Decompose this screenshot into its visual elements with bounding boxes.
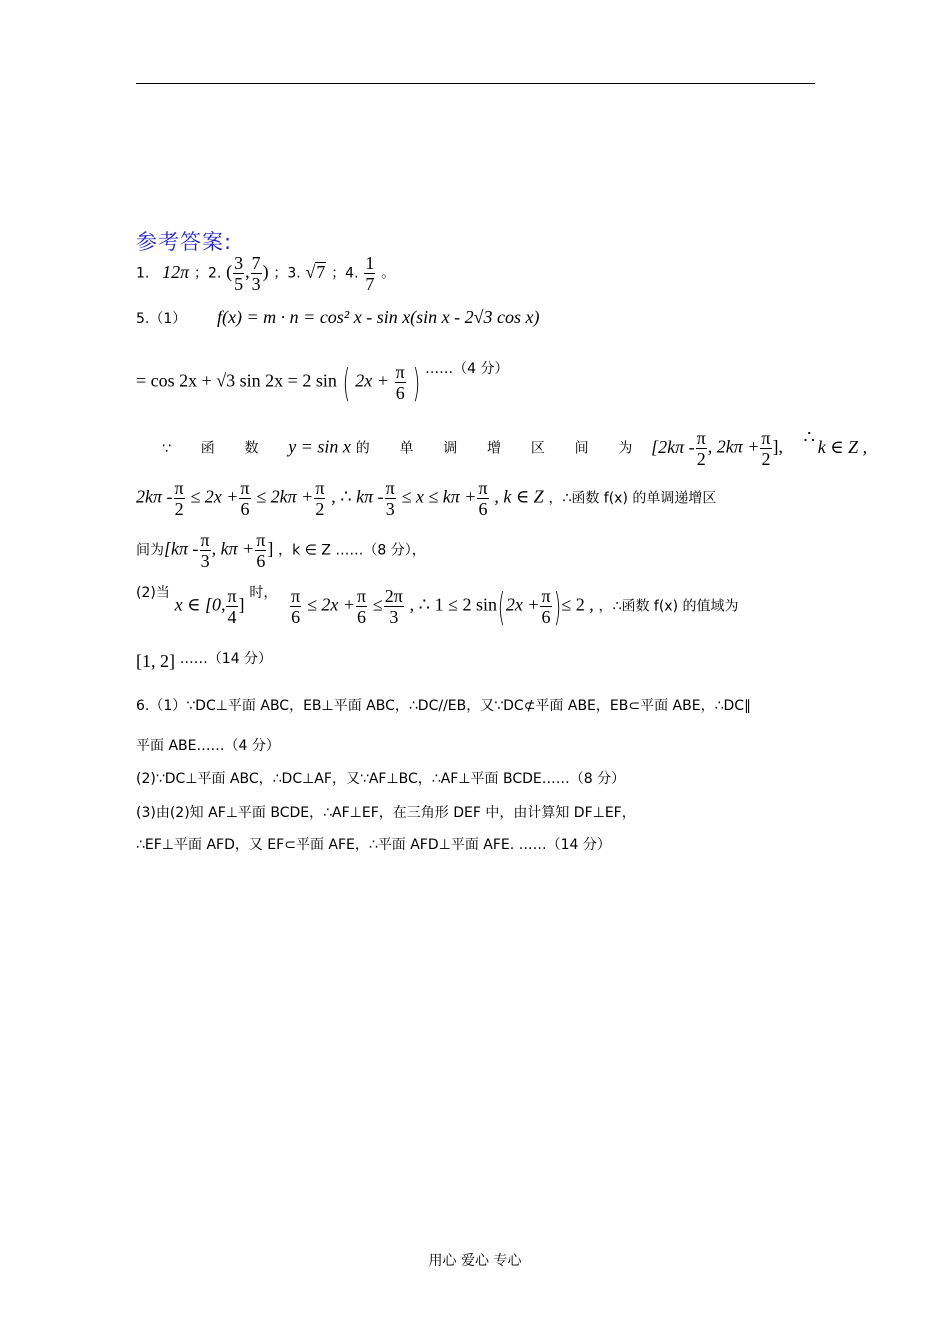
- answer-3: √7: [305, 261, 326, 282]
- q6-line-5: ∴EF⊥平面 AFD，又 EF⊂平面 AFE，∴平面 AFD⊥平面 AFE. ……（14 分）: [136, 837, 611, 853]
- answer-2-frac-b: $\frac{7}{3}$: [251, 253, 261, 294]
- q6-line-1: 6.（1）∵DC⊥平面 ABC，EB⊥平面 ABC，∴DC//EB，又∵DC⊄平面 ABE，EB⊂平面 ABE，∴DC∥: [136, 698, 752, 714]
- q5-range: [1, 2] ……（14 分）: [136, 651, 273, 671]
- answer-4: $\frac{1}{7}$: [365, 253, 375, 294]
- q5-part-2: (2)当 x ∈ [0, $\frac{\pi}{4}$ ] 时， $\frac{\pi}{6}$ ≤ 2x + $\frac{\pi}{6}$ ≤ $\frac{2\pi}{3}$ , ∴ 1 ≤ 2 sin(2x + $\frac{\pi}{6}$ )≤ 2 , ，∴函数 f(x) 的值域为: [136, 584, 739, 629]
- q5-line-3: ∵ 函 数 y = sin x 的 单 调 增 区 间 为 [2kπ - $\frac{\pi}{2}$ , 2kπ + $\frac{\pi}{2}$ ], k ∈ Z , ∴: [162, 427, 868, 469]
- answer-1: 12π: [162, 261, 190, 282]
- q6-line-4: (3)由(2)知 AF⊥平面 BCDE，∴AF⊥EF，在三角形 DEF 中，由计算知 DF⊥EF，: [136, 805, 636, 821]
- q5-line-1: 5.（1） f(x) = m · n = cos² x - sin x(sin x - 2√3 cos x): [136, 307, 540, 327]
- q5-line-4: 2kπ - $\frac{\pi}{2}$ ≤ 2x + $\frac{\pi}{6}$ ≤ 2kπ + $\frac{\pi}{2}$ , ∴ kπ - $\frac{\pi}{3}$ ≤ x ≤ kπ + $\frac{\pi}{6}$ , k ∈ Z ，∴函数 f(x) 的单调递增区: [136, 478, 717, 519]
- q6-line-3: (2)∵DC⊥平面 ABC，∴DC⊥AF，又∵AF⊥BC，∴AF⊥平面 BCDE……（8 分）: [136, 771, 626, 787]
- answer-2-frac-a: $\frac{3}{5}$: [234, 253, 244, 294]
- q5-line-5: 间为[kπ - $\frac{\pi}{3}$ , kπ + $\frac{\pi}{6}$ ] ，k ∈ Z ……（8 分），: [136, 530, 426, 571]
- header-rule: [136, 83, 815, 84]
- answers-1-4: 1. 12π ；2. ( $\frac{3}{5}$ , $\frac{7}{3}$ ) ；3. √7 ；4. $\frac{1}{7}$ 。: [136, 253, 396, 294]
- answer-heading: 参考答案:: [136, 230, 233, 254]
- frac-pi-6: $\frac{\pi}{6}$: [395, 362, 405, 403]
- q6-line-2: 平面 ABE……（4 分）: [136, 738, 280, 754]
- page-footer: 用心 爱心 专心: [428, 1253, 522, 1269]
- q5-line-2: = cos 2x + √3 sin 2x = 2 sin ( 2x + $\frac{\pi}{6}$ ) ……（4 分）: [136, 360, 509, 405]
